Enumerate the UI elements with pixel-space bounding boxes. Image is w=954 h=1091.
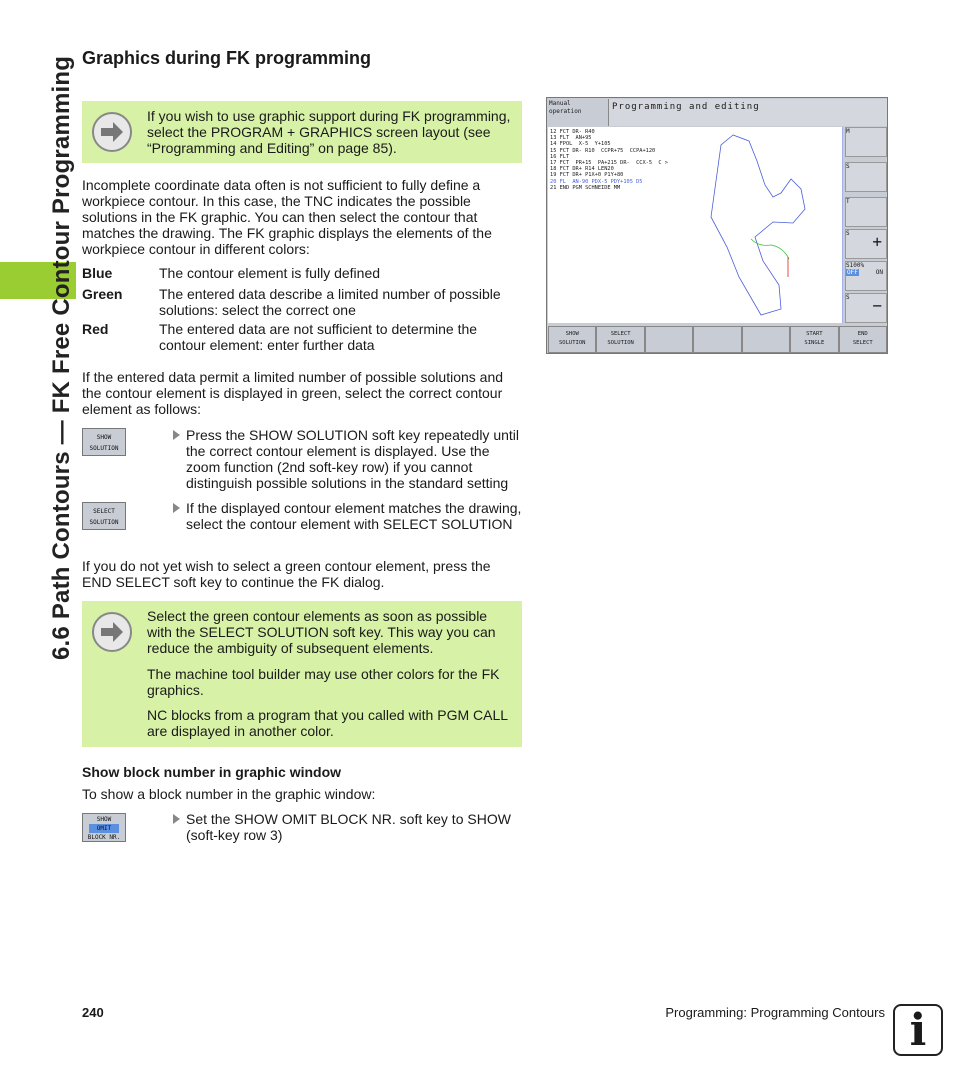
note-2-text-2: The machine tool builder may use other colors for the FK graphics. xyxy=(147,666,500,698)
spindle-button[interactable]: S xyxy=(845,162,887,192)
plus-button[interactable]: S + xyxy=(845,229,887,259)
arrow-right-icon xyxy=(92,612,132,652)
program-line: 21 END PGM SCHNEIDE MM xyxy=(550,184,621,191)
program-line: 19 FCT DR+ P1X+0 P1Y+80 xyxy=(550,172,624,179)
program-line: 13 FLT AN+95 xyxy=(550,135,592,142)
softkey-label-line1: SHOW xyxy=(96,816,112,823)
show-omit-block-nr-softkey[interactable] xyxy=(82,813,126,842)
program-line: 14 FPOL X-5 Y+105 xyxy=(550,141,611,148)
plus-icon: + xyxy=(872,232,882,251)
paragraph-block-number: To show a block number in the graphic window: xyxy=(82,786,376,802)
color-term-red: Red xyxy=(82,321,109,337)
minus-button[interactable]: S − xyxy=(845,293,887,323)
softkey-label-line1: SELECT xyxy=(93,508,115,515)
program-listing xyxy=(548,127,693,323)
softkey-label-line2: SOLUTION xyxy=(89,519,119,526)
paragraph-solutions: If the entered data permit a limited number of possible solutions and the contour element is displayed in green, select the correct contour element as follows: xyxy=(82,369,504,417)
program-line: 16 FLT xyxy=(550,153,570,160)
softkey-row xyxy=(548,326,887,353)
paragraph-end-select: If you do not yet wish to select a green contour element, press the END SELECT soft key to continue the FK dialog. xyxy=(82,558,491,590)
screen-softkey[interactable] xyxy=(839,326,887,353)
subheading: Show block number in graphic window xyxy=(82,764,342,780)
step-show-solution xyxy=(186,427,522,491)
screen-softkey[interactable] xyxy=(790,326,838,353)
screen-mode-label xyxy=(549,100,607,126)
color-desc-green: The entered data describe a limited number of possible solutions: select the correct one xyxy=(159,286,501,318)
screen-softkey[interactable] xyxy=(645,326,693,353)
bullet-triangle-icon xyxy=(173,430,180,440)
color-term-blue: Blue xyxy=(82,265,113,281)
tnc-screen-illustration xyxy=(546,97,888,354)
show-solution-softkey[interactable] xyxy=(82,428,126,456)
softkey-line2: SOLUTION xyxy=(607,340,634,346)
note-2-text-3: NC blocks from a program that you called with PGM CALL are displayed in another color. xyxy=(147,707,508,739)
color-desc-blue: The contour element is fully defined xyxy=(159,265,381,281)
note-box-1 xyxy=(82,101,522,163)
select-solution-softkey[interactable] xyxy=(82,502,126,530)
program-line: 20 FL AN-90 PDX-5 PDY+105 D5 xyxy=(550,178,643,185)
arrow-right-icon xyxy=(92,112,132,152)
program-line: 15 FCT DR- R10 CCPR+75 CCPA+120 xyxy=(550,147,656,154)
fk-graphic-window xyxy=(693,127,843,323)
bullet-triangle-icon xyxy=(173,503,180,513)
note-box-2 xyxy=(82,601,522,747)
mode-line-2: operation xyxy=(549,108,582,115)
softkey-line1: SELECT xyxy=(610,331,631,337)
footer-section: Programming: Programming Contours xyxy=(665,1005,885,1020)
minus-icon: − xyxy=(872,296,882,315)
softkey-label-line3: BLOCK NR. xyxy=(87,834,121,841)
paragraph-intro: Incomplete coordinate data often is not sufficient to fully define a workpiece contour. In this case, the TNC indicates the possible solutions in the FK graphic. You can then select the contour that matches the drawing. The FK graphic displays the elements of the workpiece contour in different colors: xyxy=(82,177,492,257)
softkey-line1: END xyxy=(857,331,868,337)
page-heading: Graphics during FK programming xyxy=(82,48,372,68)
spindle-percent: S100% xyxy=(846,262,865,269)
bullet-triangle-icon xyxy=(173,814,180,824)
softkey-label-line1: SHOW xyxy=(96,434,112,441)
color-desc-red: The entered data are not sufficient to determine the contour element: enter further data xyxy=(159,321,478,353)
step-select-solution xyxy=(186,500,522,532)
screen-softkey[interactable] xyxy=(742,326,790,353)
screen-softkey[interactable] xyxy=(596,326,644,353)
softkey-line2: SOLUTION xyxy=(558,340,586,346)
info-icon: i xyxy=(893,1004,943,1056)
softkey-label-line2: OMIT xyxy=(89,824,119,833)
softkey-label-line2: SOLUTION xyxy=(89,445,119,452)
softkey-line1: START xyxy=(806,331,823,337)
machine-status-panel xyxy=(845,127,887,323)
screen-softkey[interactable] xyxy=(548,326,596,353)
softkey-line2: SINGLE xyxy=(804,340,825,346)
softkey-line2: SELECT xyxy=(852,340,873,346)
spindle-override[interactable] xyxy=(845,261,887,291)
program-line: 18 FCT DR+ R14 LEN20 xyxy=(550,166,614,173)
m-function-button[interactable]: M xyxy=(845,127,887,157)
note-1-text: If you wish to use graphic support during FK programming, select the PROGRAM + GRAPHICS screen layout (see “Programming and Editing” on page 85). xyxy=(147,108,511,156)
step-show-omit xyxy=(186,811,522,843)
step-text: If the displayed contour element matches the drawing, select the contour element with SELECT SOLUTION xyxy=(186,500,522,532)
softkey-line1: SHOW xyxy=(565,331,579,337)
program-line: 17 FCT PR+15 PA+215 DR- CCX-5 C > xyxy=(550,160,668,167)
side-chapter-title: 6.6 Path Contours — FK Free Contour Programming xyxy=(48,55,75,660)
step-text: Press the SHOW SOLUTION soft key repeatedly until the correct contour element is displayed. Use the zoom function (2nd soft-key row) if you cannot distinguish possible solutions in the standard setting xyxy=(186,427,520,491)
contour-graphic xyxy=(693,127,843,323)
step-text: Set the SHOW OMIT BLOCK NR. soft key to SHOW (soft-key row 3) xyxy=(186,811,511,843)
note-2-text-1: Select the green contour elements as soon as possible with the SELECT SOLUTION soft key. This way you can reduce the ambiguity of subsequent elements. xyxy=(147,608,496,656)
screen-header: Programming and editing xyxy=(608,99,887,126)
off-label: OFF xyxy=(847,269,858,276)
screen-softkey[interactable] xyxy=(693,326,741,353)
tool-button[interactable]: T xyxy=(845,197,887,227)
on-label: ON xyxy=(875,269,883,276)
page-number: 240 xyxy=(82,1005,104,1020)
color-term-green: Green xyxy=(82,286,123,302)
program-line: 12 FCT DR- R40 xyxy=(550,129,595,135)
mode-line-1: Manual xyxy=(549,100,571,107)
